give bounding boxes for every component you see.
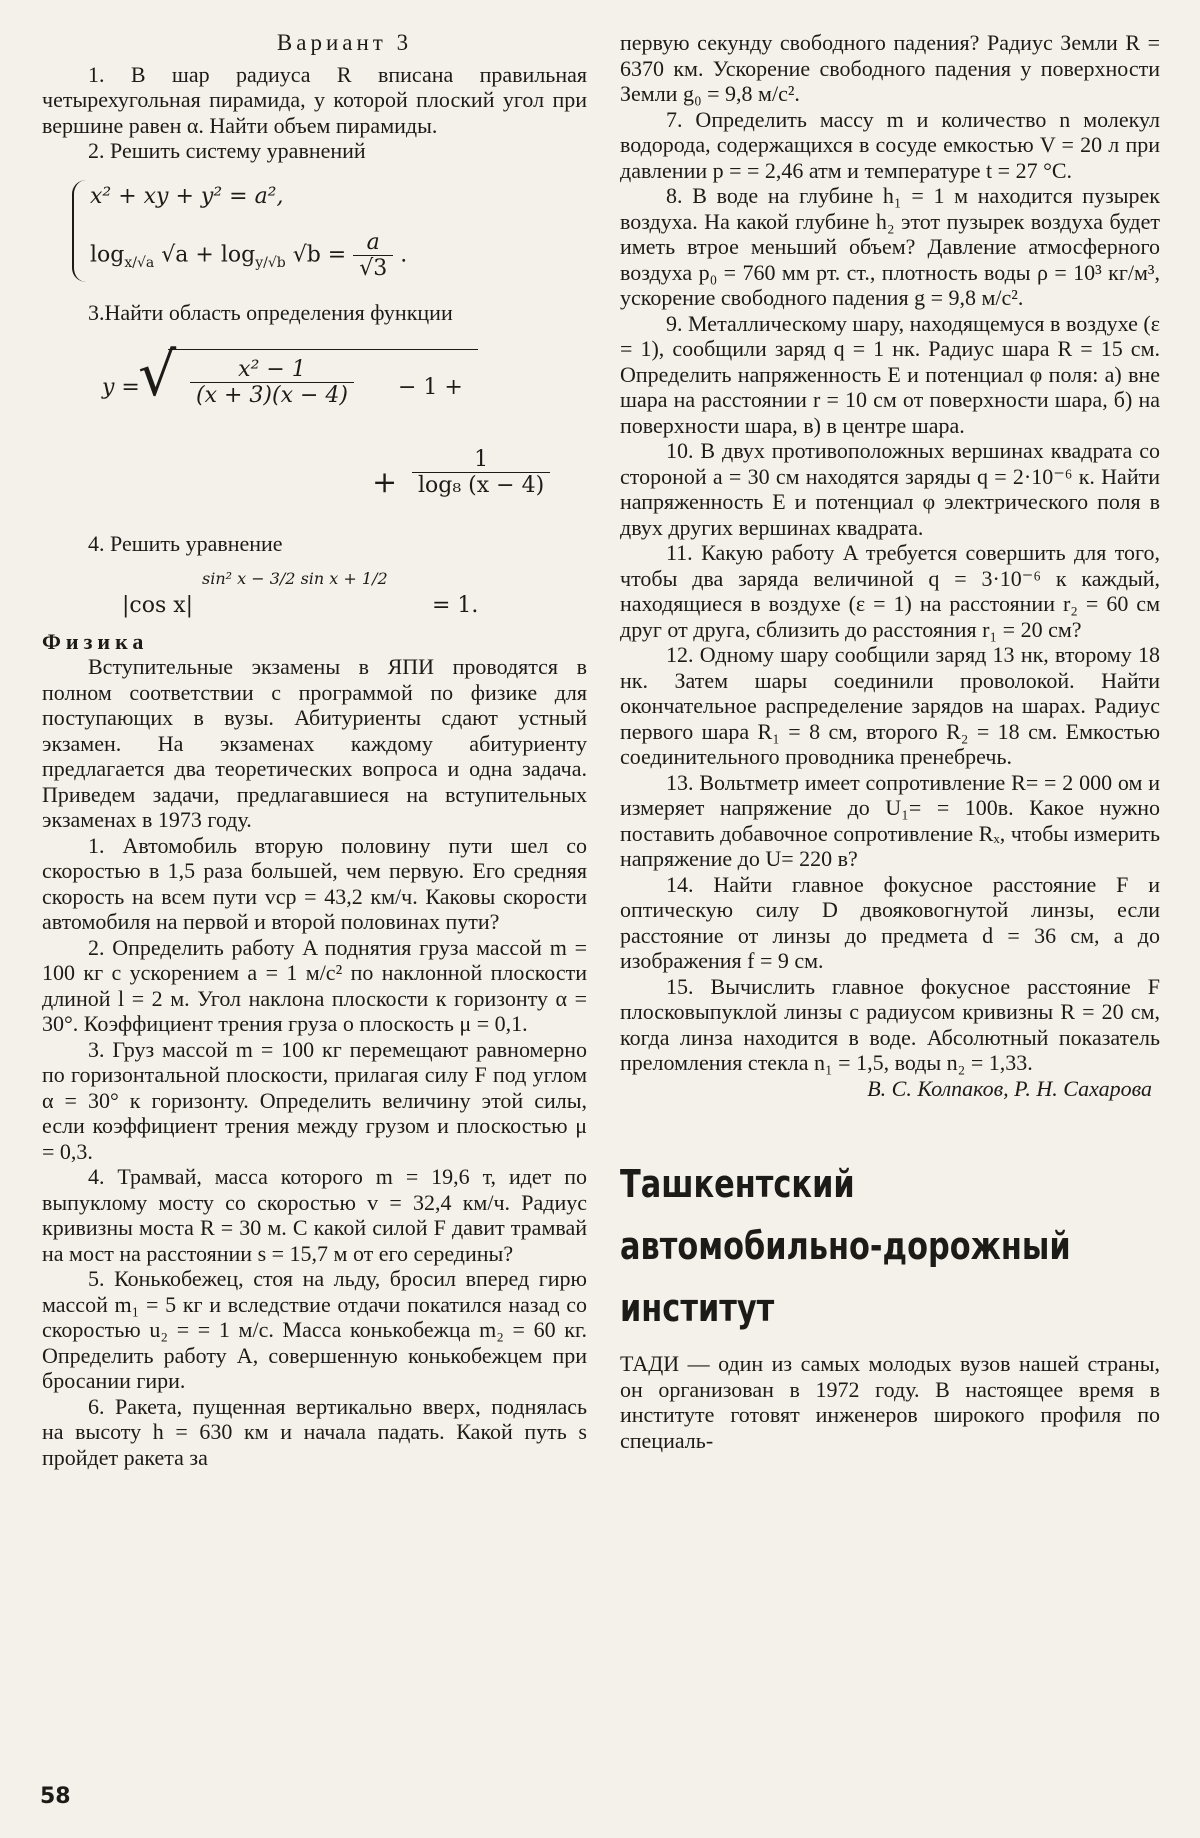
function-formula	[42, 335, 587, 523]
system-fraction	[353, 230, 393, 281]
left-column	[42, 30, 587, 1470]
institute-heading	[620, 1153, 1160, 1339]
func-fraction-1-den: (x + 3)(x − 4)	[196, 383, 348, 408]
log-1: log	[90, 242, 125, 267]
variant-title: Вариант 3	[276, 30, 413, 55]
func-y: y =	[102, 375, 140, 400]
physics-problem-5: 5. Конькобежец, стоя на льду, бросил вперед гирю массой m₁ = 5 кг и вследствие отдачи покатился назад со скоростью u₂ = = 1 м/с. Масса конькобежца m₂ = 60 кг. Определить работу A, совершенную конькобежцем при бросании гири.	[42, 1266, 587, 1393]
func-plus: +	[372, 465, 398, 500]
sqrt-bar	[168, 349, 478, 350]
physics-problem-3: 3. Груз массой m = 100 кг перемещают равномерно по горизонтальной плоскости, прилагая силу F под углом α = 30° к горизонту. Определить величину этой силы, если коэффициент трения между грузом и плоскостью μ = 0,3.	[42, 1036, 587, 1164]
system-fraction-den: √3	[359, 255, 388, 281]
physics-problem-15: 15. Вычислить главное фокусное расстояние F плосковыпуклой линзы с радиусом кривизны R = 20 см, когда линза находится в воде. Абсолютный показатель преломления стекла n₁ = 1,5, воды n₂ = 1,33.	[620, 973, 1160, 1075]
eq4-exponent: sin² x − 3/2 sin x + 1/2	[202, 568, 388, 588]
physics-problem-8: 8. В воде на глубине h₁ = 1 м находится пузырек воздуха. На какой глубине h₂ этот пузырек воздуха будет иметь втрое меньший объем? Давление атмосферного воздуха p₀ = 760 мм рт. ст., плотность воды ρ = 10³ кг/м³, ускорение свободного падения g = 9,8 м/с².	[620, 183, 1160, 310]
func-fraction-1	[190, 357, 354, 408]
log-base-2: y/√b	[255, 254, 286, 271]
page-number: 58	[40, 1784, 71, 1809]
heading-line-3: институт	[620, 1286, 775, 1330]
sqrt-sign: √	[138, 340, 177, 410]
heading-line-1: Ташкентский	[620, 1162, 855, 1206]
func-fraction-2	[412, 447, 550, 498]
physics-problem-1: 1. Автомобиль вторую половину пути шел со скоростью в 1,5 раза большей, чем первую. Его средняя скорость на всем пути vср = 43,2 км/ч. Каковы скорости автомобиля на первой и второй половинах пути?	[42, 832, 587, 934]
institute-intro: ТАДИ — один из самых молодых вузов нашей страны, он организован в 1972 году. В настоящее время в институте готовят инженеров широкого профиля по специаль-	[620, 1351, 1160, 1453]
system-eq-end: .	[400, 242, 408, 267]
physics-problem-13: 13. Вольтметр имеет сопротивление R= = 2 000 ом и измеряет напряжение до U₁= = 100в. Какое нужно поставить добавочное сопротивление Rₓ, чтобы измерить напряжение до U= 220 в?	[620, 769, 1160, 871]
physics-problem-9: 9. Металлическому шару, находящемуся в воздухе (ε = 1), сообщили заряд q = 1 нк. Радиус шара R = 15 см. Определить напряженность E и потенциал φ поля: а) вне шара на расстоянии r = 10 см от поверхности шара, б) на поверхности шара, в) в центре шара.	[620, 310, 1160, 438]
math-problem-2: 2. Решить систему уравнений	[88, 138, 366, 163]
physics-problem-7: 7. Определить массу m и количество n молекул водорода, содержащихся в сосуде емкостью V = 20 л при давлении p = = 2,46 атм и температуре t = 27 °С.	[620, 106, 1160, 183]
math-problem-3: 3.Найти область определения функции	[88, 299, 453, 325]
func-fraction-2-num: 1	[412, 447, 550, 473]
physics-problem-14: 14. Найти главное фокусное расстояние F и оптическую силу D двояковогнутой линзы, если расстояние от линзы до предмета d = 36 см, а до изображения f = 9 см.	[620, 871, 1160, 973]
physics-problem-4: 4. Трамвай, масса которого m = 19,6 т, идет по выпуклому мосту со скоростью v = 32,4 км/ч. Радиус кривизны моста R = 30 м. С какой силой F давит трамвай на мост на расстоянии s = 15,7 м от его середины?	[42, 1164, 587, 1266]
log-arg-1: √a + log	[161, 242, 256, 267]
equation-4	[42, 567, 587, 625]
physics-problem-6-cont: первую секунду свободного падения? Радиус Земли R = 6370 км. Ускорение свободного падения у поверхности Земли g₀ = 9,8 м/с².	[620, 30, 1160, 106]
eq4-base: |cos x|	[122, 592, 194, 618]
equation-system	[72, 180, 587, 282]
heading-line-2: автомобильно-дорожный	[620, 1224, 1071, 1268]
physics-heading: Физика	[42, 628, 149, 654]
log-arg-2: √b =	[292, 242, 347, 267]
physics-problem-12: 12. Одному шару сообщили заряд 13 нк, второму 18 нк. Затем шары соединили проволокой. Найти окончательное распределение зарядов на шарах. Радиус первого шара R₁ = 8 см, второго R₂ = 18 см. Емкостью соединительного проводника пренебречь.	[620, 642, 1160, 769]
func-rest: − 1 +	[398, 375, 463, 400]
physics-problem-10: 10. В двух противоположных вершинах квадрата со стороной a = 30 см находятся заряды q = 2·10⁻⁶ к. Найти напряженность E и потенциал φ электрического поля в двух других вершинах квадрата.	[620, 438, 1160, 540]
physics-intro: Вступительные экзамены в ЯПИ проводятся в полном соответствии с программой по физике для поступающих в вузы. Абитуриенты сдают устный экзамен. На экзаменах каждому абитуриенту предлагается два теоретических вопроса и одна задача. Приведем задачи, предлагавшиеся на вступительных экзаменах в 1973 году.	[42, 654, 587, 832]
system-equation-2	[90, 230, 407, 281]
math-problem-4: 4. Решить уравнение	[88, 531, 283, 556]
eq4-rhs: = 1.	[432, 592, 479, 618]
func-fraction-1-num: x² − 1	[190, 357, 354, 383]
system-equation-1: x² + xy + y² = a²,	[90, 183, 284, 209]
physics-problem-6: 6. Ракета, пущенная вертикально вверх, поднялась на высоту h = 630 км и начала падать. Какой путь s пройдет ракета за	[42, 1393, 587, 1470]
system-fraction-num: a	[353, 230, 393, 256]
func-fraction-2-den: log₈ (x − 4)	[418, 473, 545, 498]
physics-problem-2: 2. Определить работу A поднятия груза массой m = 100 кг с ускорением a = 1 м/с² по наклонной плоскости длиной l = 2 м. Угол наклона плоскости к горизонту α = 30°. Коэффициент трения груза о плоскость μ = 0,1.	[42, 934, 587, 1036]
right-column	[620, 30, 1160, 1453]
physics-problem-11: 11. Какую работу A требуется совершить для того, чтобы два заряда величиной q = 3·10⁻⁶ к каждый, находящиеся в воздухе (ε = 1) на расстоянии r₂ = 60 см друг от друга, сблизить до расстояния r₁ = 20 см?	[620, 540, 1160, 642]
math-problem-1: 1. В шар радиуса R вписана правильная четырехугольная пирамида, у которой плоский угол при вершине равен α. Найти объем пирамиды.	[42, 61, 587, 138]
log-base-1: x/√a	[124, 254, 155, 271]
authors-signature: В. С. Колпаков, Р. Н. Сахарова	[867, 1075, 1152, 1101]
